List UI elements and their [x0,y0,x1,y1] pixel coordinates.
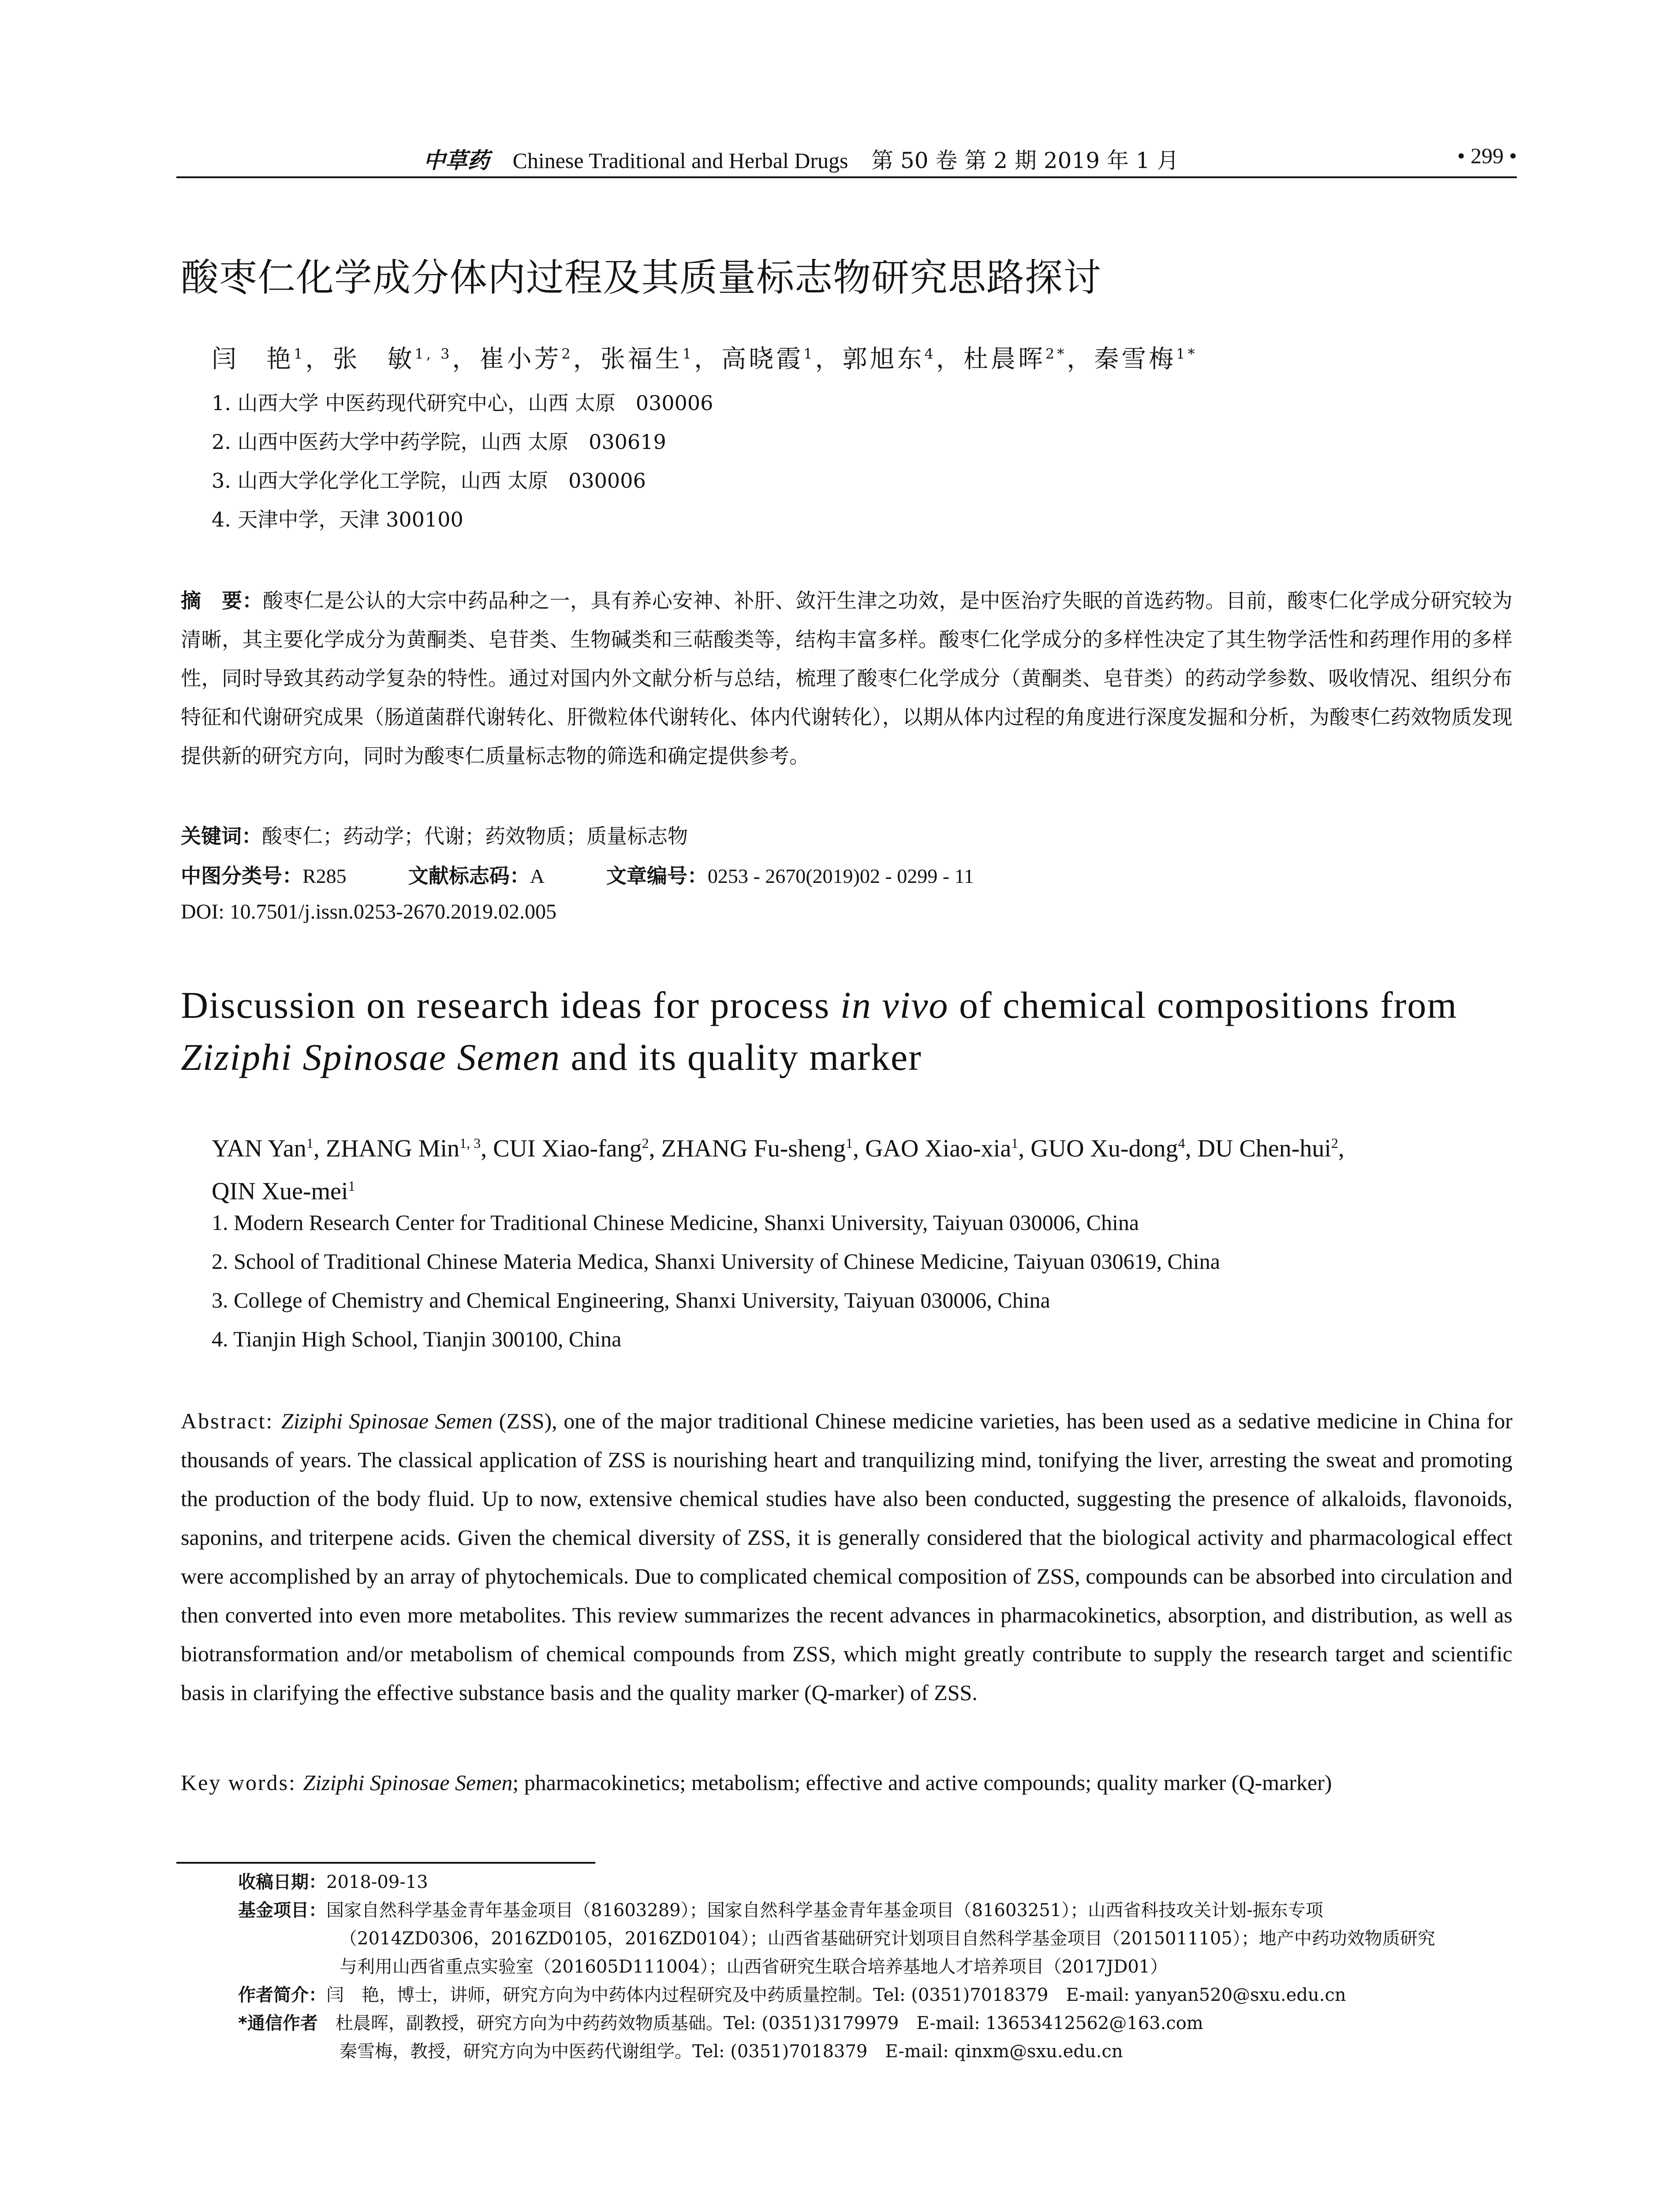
abstract-en-italic: Ziziphi Spinosae Semen [281,1409,493,1433]
affiliation-en: 3. College of Chemistry and Chemical Engineering, Shanxi University, Taiyuan 030006, China [212,1288,1050,1312]
title-en-italic: in vivo [840,984,949,1026]
author-info: 闫 艳，博士，讲师，研究方向为中药体内过程研究及中药质量控制。Tel: (0351)7018379 E-mail: yanyan520@sxu.edu.cn [326,1985,1346,2005]
keywords-en [181,1763,1512,1802]
header-rule [176,176,1517,178]
abstract-en-text: (ZSS), one of the major traditional Chinese medicine varieties, has been used as a sedative medicine in China for thousands of years. The classical application of ZSS is nourishing heart and tranquilizing mind, tonifying the liver, arresting the sweat and promoting the production of the body fluid. Up to now, extensive chemical studies have also been conducted, suggesting the presence of alkaloids, flavonoids, saponins, and triterpene acids. Given the chemical diversity of ZSS, it is generally considered that the biological activity and pharmacological effect were accomplished by an array of phytochemicals. Due to complicated chemical composition of ZSS, compounds can be absorbed into circulation and then converted into even more metabolites. This review summarizes the recent advances in pharmacokinetics, absorption, and distribution, as well as biotransformation and/or metabolism of chemical compounds from ZSS, which might greatly contribute to supply the research target and scientific basis in clarifying the effective substance basis and the quality marker (Q-marker) of ZSS. [181,1409,1512,1705]
journal-issue: 第 50 卷 第 2 期 2019 年 1 月 [871,148,1179,173]
keywords-cn [181,820,688,849]
author-cn: 秦雪梅 [1094,345,1176,374]
author-en: CUI Xiao-fang [493,1135,642,1162]
author-sup: 1 [306,1135,314,1151]
authors-en: YAN Yan$^1$, ZHANG Min$^{1, 3}$, CUI Xiao-fang$^2$, ZHANG Fu-sheng$^1$, GAO Xiao-xia$^1$, GUO Xu-dong$^4$, DU Chen-hui$^2$, QIN Xue-mei$^1$ [212,1135,1344,1205]
footnote-fund-cont: （2014ZD0306，2016ZD0105，2016ZD0104）；山西省基础研究计划项目自然科学基金项目（2015011105）；地产中药功效物质研究 [340,1928,1435,1949]
author-sup: 4 [924,345,936,363]
author-sup: 1 [803,345,815,363]
author-cn: 张 敏 [332,345,415,374]
class-label: 中图分类号： [181,864,302,888]
page-number: • 299 • [1457,143,1517,168]
class-value: R285 [302,865,347,887]
footnote-fund [238,1896,1517,1925]
affiliation-cn: 1. 山西大学 中医药现代研究中心，山西 太原 030006 [212,391,713,415]
received-date: 2018-09-13 [326,1872,428,1892]
journal-name-en: Chinese Traditional and Herbal Drugs [512,148,848,173]
fund-line: 国家自然科学基金青年基金项目（81603289）；国家自然科学基金青年基金项目（81603251）；山西省科技攻关计划-振东专项 [326,1900,1323,1921]
affiliation-cn: 2. 山西中医药大学中药学院，山西 太原 030619 [212,430,666,454]
title-en [181,979,1521,1083]
affiliations-cn [212,384,713,539]
title-cn: 酸枣仁化学成分体内过程及其质量标志物研究思路探讨 [181,256,1101,300]
affiliation-en: 2. School of Traditional Chinese Materia Medica, Shanxi University of Chinese Medicine, Taiyuan 030619, China [212,1249,1220,1274]
author-en: ZHANG Fu-sheng [661,1135,846,1162]
fund-label: 基金项目： [238,1900,326,1921]
corresponding-label: *通信作者 [238,2013,318,2033]
abstract-cn [181,581,1512,775]
footnote-fund-cont: 与利用山西省重点实验室（201605D111004）；山西省研究生联合培养基地人才培养项目（2017JD01） [340,1957,1168,1977]
keywords-en-label: Key words: [181,1770,303,1795]
keywords-cn-label: 关键词： [181,824,262,848]
title-en-part: Discussion on research ideas for process [181,984,840,1026]
abstract-en [181,1401,1512,1712]
author-en: DU Chen-hui [1197,1135,1331,1162]
author-en: GUO Xu-dong [1030,1135,1178,1162]
author-sup: 2 [642,1135,649,1151]
abstract-en-label: Abstract: [181,1409,281,1433]
title-en-part: of chemical compositions from [948,984,1458,1026]
author-sup: 1 [845,1135,853,1151]
author-en: QIN Xue-mei [212,1177,348,1205]
author-sup: 1, 3 [414,345,452,363]
article-value: 0253 - 2670(2019)02 - 0299 - 11 [707,865,974,887]
footnote-author [238,1981,1517,2009]
doi: DOI: 10.7501/j.issn.0253-2670.2019.02.005 [181,900,556,923]
author-info-label: 作者简介： [238,1985,326,2005]
keywords-en-italic: Ziziphi Spinosae Semen [303,1770,513,1795]
abstract-cn-label: 摘 要： [181,589,263,613]
running-header [176,140,1517,176]
footnote-rule [176,1862,595,1864]
author-en: ZHANG Min [325,1135,460,1162]
journal-name-cn: 中草药 [423,147,489,173]
keywords-cn-text: 酸枣仁；药动学；代谢；药效物质；质量标志物 [262,824,688,848]
title-en-part: and its quality marker [560,1036,922,1078]
author-cn: 崔小芳 [479,345,562,374]
author-sup: 2* [1045,345,1067,363]
article-label: 文章编号： [606,864,708,888]
corresponding-info: 杜晨晖，副教授，研究方向为中药药效物质基础。Tel: (0351)3179979 E-mail: 13653412562@163.com [335,2013,1203,2033]
author-cn: 杜晨晖 [963,345,1045,374]
classification-line [181,860,974,889]
author-cn: 郭旭东 [842,345,925,374]
author-en: YAN Yan [212,1135,306,1162]
doccode-value: A [530,865,545,887]
author-cn: 高晓霞 [721,345,804,374]
author-sup: 4 [1178,1135,1185,1151]
author-sup: 1, 3 [459,1135,481,1151]
title-en-italic: Ziziphi Spinosae Semen [181,1036,560,1078]
author-sup: 2 [1331,1135,1338,1151]
doccode-label: 文献标志码： [408,864,530,888]
footnote-received [238,1868,1517,1896]
received-label: 收稿日期： [238,1872,326,1892]
abstract-cn-text: 酸枣仁是公认的大宗中药品种之一，具有养心安神、补肝、敛汗生津之功效，是中医治疗失眠的首选药物。目前，酸枣仁化学成分研究较为清晰，其主要化学成分为黄酮类、皂苷类、生物碱类和三萜酸类等，结构丰富多样。酸枣仁化学成分的多样性决定了其生物学活性和药理作用的多样性，同时导致其药动学复杂的特性。通过对国内外文献分析与总结，梳理了酸枣仁化学成分（黄酮类、皂苷类）的药动学参数、吸收情况、组织分布特征和代谢研究成果（肠道菌群代谢转化、肝微粒体代谢转化、体内代谢转化），以期从体内过程的角度进行深度发掘和分析，为酸枣仁药效物质发现提供新的研究方向，同时为酸枣仁质量标志物的筛选和确定提供参考。 [181,589,1512,768]
author-sup: 1 [294,345,306,363]
author-sup: 1 [348,1177,355,1194]
affiliations-en [212,1203,1220,1358]
author-cn: 张福生 [600,345,683,374]
author-sup: 1* [1176,345,1198,363]
affiliation-en: 4. Tianjin High School, Tianjin 300100, China [212,1327,622,1351]
author-sup: 1 [1011,1135,1019,1151]
affiliation-en: 1. Modern Research Center for Traditional Chinese Medicine, Shanxi University, Taiyuan 030006, China [212,1210,1139,1235]
authors-cn: 闫 艳$^1$，张 敏$^{1, 3}$，崔小芳$^2$，张福生$^1$，高晓霞$^1$，郭旭东$^4$，杜晨晖$^{2*}$，秦雪梅$^{1*}$ [212,345,1198,374]
affiliation-cn: 4. 天津中学，天津 300100 [212,508,463,531]
footnotes [238,1868,1517,2066]
footnote-corresponding-cont: 秦雪梅，教授，研究方向为中医药代谢组学。Tel: (0351)7018379 E-mail: qinxm@sxu.edu.cn [340,2041,1123,2062]
journal-header [423,143,1179,175]
author-sup: 1 [682,345,694,363]
author-cn: 闫 艳 [212,345,294,374]
keywords-en-text: ; pharmacokinetics; metabolism; effective and active compounds; quality marker (Q-marker) [512,1770,1332,1795]
footnote-corresponding [238,2009,1517,2037]
author-sup: 2 [561,345,573,363]
author-en: GAO Xiao-xia [865,1135,1012,1162]
affiliation-cn: 3. 山西大学化学化工学院，山西 太原 030006 [212,469,646,493]
